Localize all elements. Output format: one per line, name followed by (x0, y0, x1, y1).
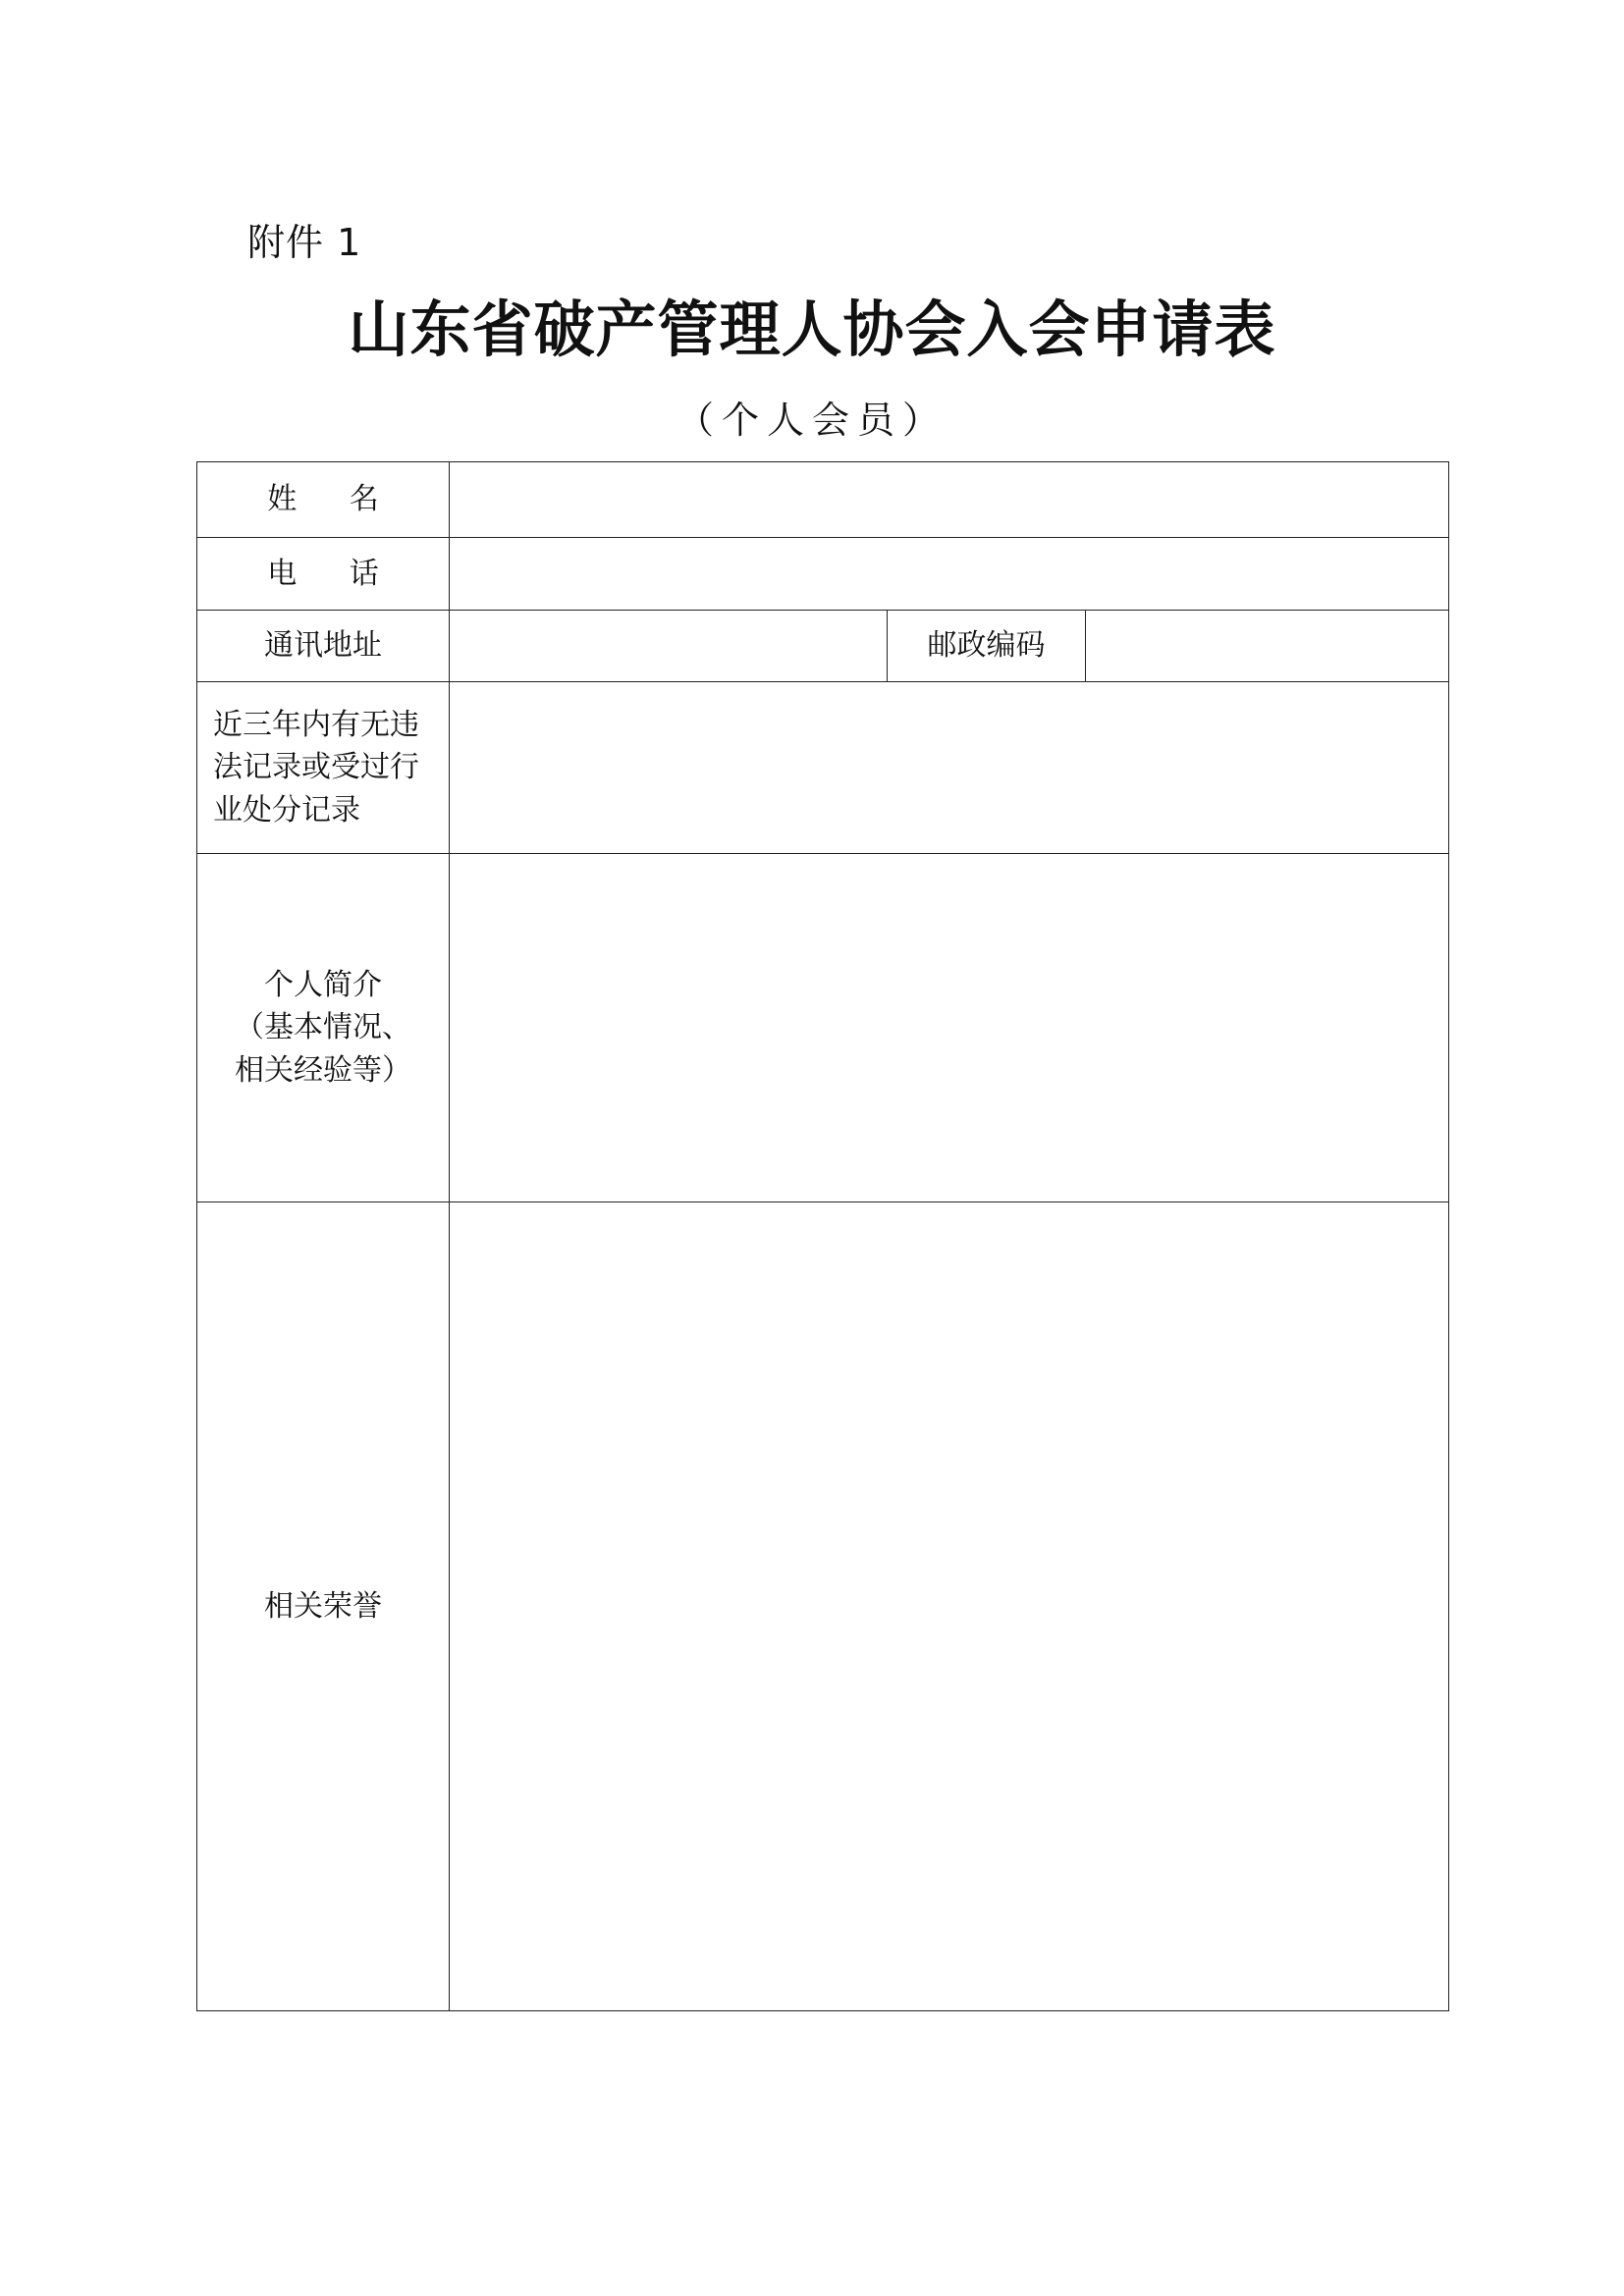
honors-field[interactable] (450, 1202, 1449, 2011)
personal-intro-label (197, 854, 450, 1202)
violation-record-field[interactable] (450, 682, 1449, 854)
violation-record-label-line: 近三年内有无违 (213, 707, 419, 742)
phone-row (197, 538, 1449, 611)
postcode-label: 邮政编码 (888, 611, 1086, 682)
address-row (197, 611, 1449, 682)
violation-record-label (197, 682, 450, 854)
personal-intro-label-line: （基本情况、 (235, 1010, 411, 1045)
postcode-field[interactable] (1086, 611, 1449, 682)
personal-intro-field[interactable] (450, 854, 1449, 1202)
name-field[interactable] (450, 462, 1449, 538)
violation-record-label-line: 业处分记录 (213, 792, 360, 828)
name-row (197, 462, 1449, 538)
application-form-table (196, 461, 1449, 2011)
form-subtitle: （个人会员） (676, 399, 947, 442)
personal-intro-label-line: 相关经验等） (235, 1052, 411, 1088)
record-row (197, 682, 1449, 854)
personal-intro-label-line: 个人简介 (264, 967, 382, 1002)
honors-label: 相关荣誉 (197, 1202, 450, 2011)
phone-field[interactable] (450, 538, 1449, 611)
intro-row (197, 854, 1449, 1202)
honors-row (197, 1202, 1449, 2011)
address-label: 通讯地址 (197, 611, 450, 682)
violation-record-label-line: 法记录或受过行 (213, 750, 419, 785)
attachment-number: 附件 1 (247, 221, 362, 264)
name-label: 姓 名 (197, 462, 450, 538)
form-title: 山东省破产管理人协会入会申请表 (348, 294, 1276, 365)
phone-label: 电 话 (197, 538, 450, 611)
address-field[interactable] (450, 611, 888, 682)
